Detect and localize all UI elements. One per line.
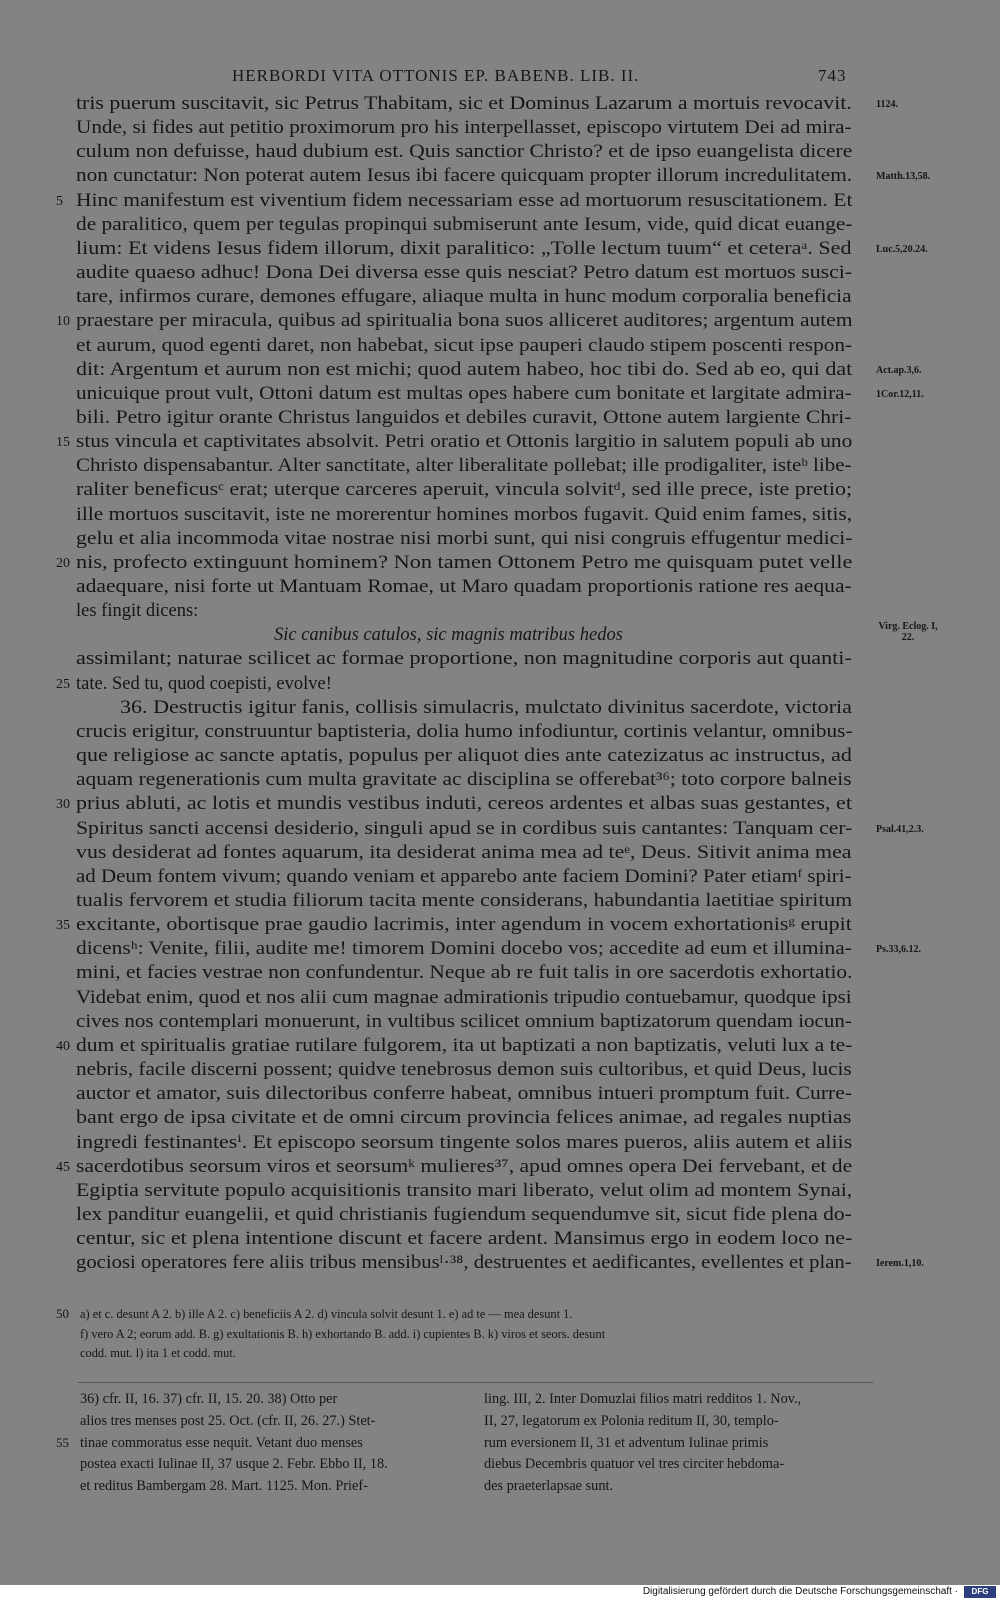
text-line: dit: Argentum et aurum non est michi; quod autem habeo, hoc tibi do. Sed ab eo, qui dat [76,359,853,380]
endnote-right-line: II, 27, legatorum ex Polonia reditum II, 30, templo- [484,1412,779,1429]
text-line: dum et spiritualis gratiae rutilare fulgorem, ita ut baptizati a non baptizatis, veluti lux a te- [76,1035,853,1056]
endnote-right-line: ling. III, 2. Inter Domuzlai filios matri redditos 1. Nov., [484,1391,802,1407]
margin-reference: 1124. [876,99,898,110]
text-line: raliter beneficusᶜ erat; uterque carceres aperuit, vincula solvitᵈ, sed ille prece, iste pretio; [76,480,853,501]
text-line: tate. Sed tu, quod coepisti, evolve! [76,673,332,694]
footnote-line: a) et c. desunt A 2. b) ille A 2. c) beneficiis A 2. d) vincula solvit desunt 1. e) ad te — mea desunt 1. [80,1307,573,1321]
text-line: praestare per miracula, quibus ad spiritualia bona suos alliceret auditores; argentum autem [76,311,853,332]
text-line: adaequare, nisi forte ut Mantuam Romae, ut Maro quadam proportionis ratione res aequa- [76,577,852,597]
margin-reference: Matth.13,58. [876,171,931,183]
margin-reference: Virg. Eclog. I, 22. [878,621,938,644]
text-line: bant ergo de ipsa civitate et de omni circum provincia felices animae, ad regales nuptias [76,1108,852,1129]
line-number: 45 [56,1159,70,1175]
text-line: Spiritus sancti accensi desiderio, singuli apud se in cordibus suis cantantes: Tanquam cer- [76,818,853,839]
page-number: 743 [818,66,847,85]
text-line: ille mortuos suscitavit, iste ne morerentur homines morbos fugavit. Quid enim fames, sitis, [76,504,853,525]
text-line: Egiptia servitute populo acquisitionis transito mari liberato, velut olim ad montem Synai, [76,1180,853,1201]
text-line: et aurum, quod egenti daret, non habebat, sicut ipse pauperi claudo stipem poscenti respon- [76,335,853,356]
endnote-left-line: tinae commoratus esse nequit. Vetant duo menses [80,1434,363,1451]
text-line: ad Deum fontem vivum; quando veniam et apparebo ante faciem Domini? Pater etiamᶠ spiri- [76,866,852,887]
endnote-right-line: des praeterlapsae sunt. [484,1478,614,1495]
text-line: crucis erigitur, construuntur baptisteria, dolia humo infodiuntur, cortinis velantur, omnibus- [76,721,853,742]
text-line: unicuique prout vult, Ottoni datum est multas opes habere cum bonitate et largitate admira- [76,383,852,404]
text-line: vus desiderat ad fontes aquarum, ita desiderat anima mea ad teᵉ, Deus. Sitivit anima mea [76,842,852,863]
text-line: tris puerum suscitavit, sic Petrus Thabitam, sic et Dominus Lazarum a mortuis revocavit. [76,94,852,114]
footnote-line: f) vero A 2; eorum add. B. g) exultationis B. h) exhortando B. add. i) cupientes B. k) viros et seors. desunt [80,1326,606,1341]
text-line: centur, sic et plena intentione discunt et facere ardent. Mansimus ergo in eodem loco ne- [76,1229,853,1250]
margin-reference: Act.ap.3,6. [876,364,922,376]
footnote-divider [78,1382,873,1383]
line-number: 50 [56,1306,69,1321]
text-line: 36. Destructis igitur fanis, collisis simulacris, mulctato divinitus sacerdote, victoria [120,697,852,718]
text-line: stus vincula et captivitates absolvit. Petri oratio et Ottonis largitio in salutem populi ab uno [76,432,853,453]
line-number: 35 [56,918,70,934]
text-line: assimilant; naturae scilicet ac formae proportione, non magnitudine corporis aut quanti- [76,649,852,670]
running-title: HERBORDI VITA OTTONIS EP. BABENB. LIB. II. [232,66,640,85]
text-line: gelu et alia incommoda vitae nostrae nisi morbi sunt, qui nisi congruis effugentur medici- [76,528,853,549]
text-line: Christo dispensabantur. Alter sanctitate, alter liberalitate pollebat; ille prodigaliter, isteᵇ libe- [76,456,852,477]
text-line: lium: Et videns Iesus fidem illorum, dixit paralitico: „Tolle lectum tuum“ et ceteraᵃ. Sed [76,238,852,259]
digitization-credit: Digitalisierung gefördert durch die Deutsche Forschungsgemeinschaft · [642,1586,958,1597]
text-line: Hinc manifestum est viventium fidem necessariam esse ad mortuorum resuscitationem. Et [76,190,853,211]
line-number: 30 [56,797,70,813]
text-line: aquam regenerationis cum multa gravitate ac disciplina se offerebat³⁶; toto corpore balneis [76,770,852,791]
text-line: Videbat enim, quod et nos alii cum magnae admirationis tripudio contuebamur, quodque ipsi [76,987,852,1008]
dfg-logo: DFG [964,1586,996,1598]
line-number: 55 [56,1435,69,1450]
endnote-left-line: alios tres menses post 25. Oct. (cfr. II, 26. 27.) Stet- [80,1412,376,1429]
text-line: auctor et amator, suis dilectoribus conferre habeat, omnibus intueri promptum fuit. Curre- [76,1084,853,1105]
text-line: ingredi festinantesⁱ. Et episcopo seorsum tingente solos mares pueros, aliis autem et aliis [76,1133,853,1154]
text-line: que religiose ac sancte aptatis, populus per aliquot dies ante catezizatus ac instructus, ad [76,746,852,767]
text-line: non cunctatur: Non poterat autem Iesus ibi facere quicquam propter illorum incredulitatem. [76,166,853,187]
line-number: 40 [56,1038,70,1054]
text-line: cives nos contemplari monuerunt, in vultibus scilicet omnium baptizatorum quendam iocun- [76,1011,852,1032]
line-number: 10 [56,314,70,330]
text-line: dicensʰ: Venite, filii, audite me! timorem Domini docebo vos; accedite ad eum et illumina- [76,939,852,960]
text-line: tualis fervorem et studia filiorum tacita mente considerans, habundantia laetitiae spiritum [76,890,853,911]
endnote-left-line: postea exacti Iulinae II, 37 usque 2. Febr. Ebbo II, 18. [80,1456,388,1473]
text-line: Unde, si fides aut petitio proximorum pro his interpellasset, episcopo virtutem Dei ad mira- [76,118,852,139]
text-line: nis, profecto extinguunt hominem? Non tamen Ottonem Petro me quisquam putet velle [76,552,853,573]
margin-reference: Ps.33,6.12. [876,944,921,956]
endnote-left-line: et reditus Bambergam 28. Mart. 1125. Mon. Prief- [80,1478,368,1495]
text-line: mini, et facies vestrae non confundentur. Neque ab re fuit talis in ore sacerdotis exhortatio. [76,963,853,984]
text-line: tare, infirmos curare, demones effugare, aliaque multa in hunc modum corporalia beneficia [76,287,852,308]
line-number: 15 [56,435,70,451]
text-line: les fingit dicens: [76,601,199,622]
endnote-left-line: 36) cfr. II, 16. 37) cfr. II, 15. 20. 38) Otto per [80,1391,338,1407]
text-line: excitante, obortisque prae gaudio lacrimis, inter agendum in vocem exhortationisᵍ erupit [76,915,852,936]
endnote-right-line: rum eversionem II, 31 et adventum Iulinae primis [484,1434,769,1451]
text-line: bili. Petro igitur orante Christus languidos et debiles curavit, Ottone autem largiente Chri- [76,407,852,428]
text-line: gociosi operatores fere aliis tribus mensibusˡ·³⁸, destruentes et aedificantes, evellentes et plan- [76,1253,852,1274]
footnote-line: codd. mut. l) ita 1 et codd. mut. [80,1346,236,1360]
text-line: prius abluti, ac lotis et mundis vestibus induti, cereos ardentes et albas suas gestantes, et [76,794,852,815]
text-line: audite quaeso adhuc! Dona Dei diversa esse quis nesciat? Petro datum est mortuos susci- [76,263,853,284]
text-line: sacerdotibus seorsum viros et seorsumᵏ mulieres³⁷, apud omnes opera Dei fervebant, et de [76,1156,853,1177]
margin-reference: Ierem.1,10. [876,1258,924,1270]
line-number: 5 [56,193,63,209]
margin-reference: 1Cor.12,11. [876,388,924,400]
margin-reference: Psal.41,2.3. [876,823,924,835]
margin-reference: Luc.5,20.24. [876,243,928,255]
text-line: Sic canibus catulos, sic magnis matribus hedos [274,625,623,646]
endnote-right-line: diebus Decembris quatuor vel tres circiter hebdoma- [484,1456,785,1473]
line-number: 25 [56,676,70,692]
text-line: nebris, facile discerni possent; quidve tenebrosus demon suis cultoribus, et quid Deus, lucis [76,1060,852,1080]
text-line: lex panditur euangelii, et quid christianis fugiendum sequendumve sit, sicut fide plena do- [76,1204,852,1225]
text-line: culum non defuisse, haud dubium est. Quis sanctior Christo? et de ipso euangelista dicere [76,142,853,163]
text-line: de paralitico, quem per tegulas propinqui submiserunt ante Iesum, vide, quid dicat euange- [76,214,853,235]
line-number: 20 [56,555,70,571]
